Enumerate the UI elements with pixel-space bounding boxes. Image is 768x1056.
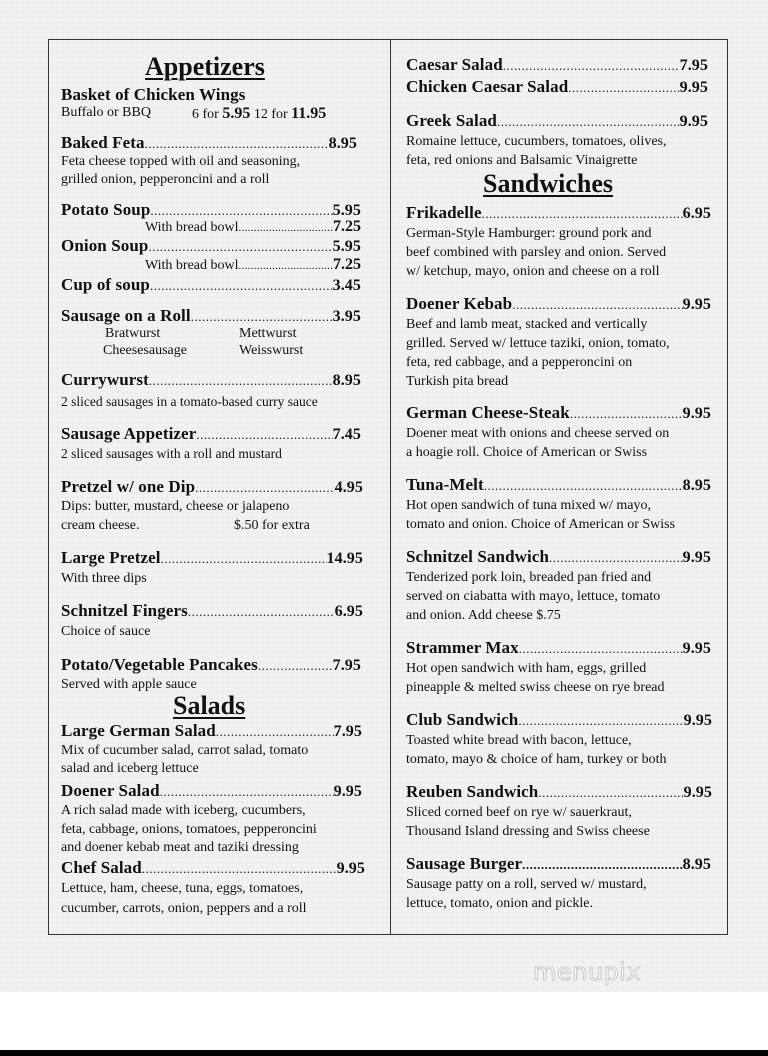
- item-price: 3.95: [332, 308, 361, 325]
- item-desc: $.50 for extra: [234, 518, 310, 533]
- item-name: Club Sandwich: [406, 710, 519, 729]
- item-desc: Served with apple sauce: [61, 677, 197, 692]
- qty-label: 12 for: [253, 107, 288, 122]
- item-desc: beef combined with parsley and onion. Served: [406, 245, 667, 260]
- item-price: 7.25: [333, 218, 361, 235]
- item-desc: German-Style Hamburger: ground pork and: [406, 226, 652, 241]
- item-name: Sausage on a Roll: [61, 306, 191, 325]
- item-desc: Sliced corned beef on rye w/ sauerkraut,: [406, 805, 632, 820]
- item-name: Sausage Burger: [406, 854, 523, 873]
- menu-item-chicken-caesar: [406, 77, 708, 97]
- sausage-option: Mettwurst: [239, 326, 297, 341]
- menu-item-caesar-salad: [406, 55, 708, 75]
- menu-item-chef-salad: [61, 858, 365, 878]
- item-name: Chicken Caesar Salad: [406, 77, 569, 96]
- menu-item-baked-feta: [61, 133, 357, 153]
- sub-item-name: With bread bowl: [145, 220, 239, 235]
- menu-item-sausage-appetizer: [61, 424, 361, 444]
- item-name: Potato Soup: [61, 200, 151, 219]
- item-price: 8.95: [682, 856, 711, 873]
- item-desc: feta, cabbage, onions, tomatoes, pepperoncini: [61, 822, 317, 837]
- item-name: Doener Kebab: [406, 294, 513, 313]
- sub-item-name: With bread bowl: [145, 258, 239, 273]
- item-price: 9.95: [682, 405, 711, 422]
- menu-item-pretzel-dip: [61, 477, 363, 497]
- item-price: 7.95: [332, 657, 361, 674]
- item-desc: cucumber, carrots, onion, peppers and a roll: [61, 901, 307, 916]
- item-desc: grilled. Served w/ lettuce taziki, onion, tomato,: [406, 336, 670, 351]
- item-name: Basket of Chicken Wings: [61, 85, 246, 104]
- wings-6: [192, 105, 326, 123]
- item-desc: 2 sliced sausages with a roll and mustard: [61, 446, 282, 461]
- item-desc: salad and iceberg lettuce: [61, 761, 199, 776]
- item-desc: cream cheese.: [61, 518, 140, 533]
- item-name: Schnitzel Sandwich: [406, 547, 550, 566]
- item-name: Large Pretzel: [61, 548, 161, 567]
- sausage-option: Cheesesausage: [103, 343, 187, 358]
- menu-item-onion-soup: [61, 236, 361, 256]
- item-price: 7.95: [679, 57, 708, 74]
- menu-item-cheese-steak: [406, 403, 711, 423]
- item-price: 9.95: [682, 549, 711, 566]
- item-price: 9.95: [683, 712, 712, 729]
- menu-item-large-pretzel: [61, 548, 363, 568]
- item-price: 14.95: [326, 550, 363, 567]
- item-price: 11.95: [291, 105, 327, 122]
- item-desc: feta, red onions and Balsamic Vinaigrette: [406, 153, 638, 168]
- item-desc: pineapple & melted swiss cheese on rye bread: [406, 680, 665, 695]
- item-desc: Thousand Island dressing and Swiss cheese: [406, 824, 650, 839]
- item-price: 5.95: [332, 238, 361, 255]
- item-desc: tomato, mayo & choice of ham, turkey or both: [406, 752, 667, 767]
- sub-item: [145, 256, 361, 274]
- item-price: 9.95: [336, 860, 365, 877]
- item-desc: and doener kebab meat and taziki dressing: [61, 840, 299, 855]
- item-price: 7.25: [333, 256, 361, 273]
- bottom-margin: [0, 992, 768, 1050]
- item-price: 9.95: [679, 79, 708, 96]
- item-desc: Turkish pita bread: [406, 374, 509, 389]
- menu-item-frikadelle: [406, 203, 711, 223]
- item-desc: Buffalo or BBQ: [61, 105, 151, 120]
- item-desc: Choice of sauce: [61, 624, 151, 639]
- menu-item-doener-kebab: [406, 294, 711, 314]
- item-name: Caesar Salad: [406, 55, 503, 74]
- menu-item-doener-salad: [61, 781, 362, 801]
- item-desc: served on ciabatta with mayo, lettuce, tomato: [406, 589, 661, 604]
- item-price: 9.95: [682, 296, 711, 313]
- item-desc: Feta cheese topped with oil and seasoning,: [61, 154, 301, 169]
- menu-item-reuben: [406, 782, 712, 802]
- item-price: 6.95: [682, 205, 711, 222]
- item-price: 3.45: [332, 277, 361, 294]
- item-price: 9.95: [679, 113, 708, 130]
- item-price: 7.95: [333, 723, 362, 740]
- item-name: Doener Salad: [61, 781, 160, 800]
- menu-item-schnitzel-sandwich: [406, 547, 711, 567]
- item-price: 7.45: [332, 426, 361, 443]
- item-name: Potato/Vegetable Pancakes: [61, 655, 258, 674]
- item-desc: feta, red cabbage, and a pepperoncini on: [406, 355, 633, 370]
- item-name: Sausage Appetizer: [61, 424, 197, 443]
- item-name: Reuben Sandwich: [406, 782, 539, 801]
- menu-item-cup-of-soup: [61, 275, 361, 295]
- menu-item-strammer-max: [406, 638, 711, 658]
- item-name: Onion Soup: [61, 236, 149, 255]
- item-desc: Beef and lamb meat, stacked and vertically: [406, 317, 648, 332]
- item-desc: Toasted white bread with bacon, lettuce,: [406, 733, 632, 748]
- item-desc: Doener meat with onions and cheese served on: [406, 426, 670, 441]
- item-price: 5.95: [222, 105, 251, 122]
- menu-item-currywurst: [61, 370, 361, 390]
- item-desc: A rich salad made with iceberg, cucumbers,: [61, 803, 306, 818]
- item-desc: Tenderized pork loin, breaded pan fried and: [406, 570, 652, 585]
- menu-item-tuna-melt: [406, 475, 711, 495]
- item-desc: grilled onion, pepperoncini and a roll: [61, 172, 270, 187]
- appetizers-heading: Appetizers: [145, 52, 265, 81]
- item-desc: and onion. Add cheese $.75: [406, 608, 561, 623]
- item-name: Strammer Max: [406, 638, 519, 657]
- item-price: 9.95: [683, 784, 712, 801]
- item-name: Greek Salad: [406, 111, 497, 130]
- item-price: 8.95: [328, 135, 357, 152]
- item-desc: Sausage patty on a roll, served w/ mustard,: [406, 877, 647, 892]
- menu-item-schnitzel-fingers: [61, 601, 363, 621]
- item-desc: tomato and onion. Choice of American or Swiss: [406, 517, 676, 532]
- item-name: Currywurst: [61, 370, 149, 389]
- item-price: 9.95: [682, 640, 711, 657]
- salads-heading: Salads: [173, 691, 246, 720]
- item-desc: Mix of cucumber salad, carrot salad, tomato: [61, 743, 309, 758]
- column-divider: [390, 39, 391, 935]
- item-desc: Lettuce, ham, cheese, tuna, eggs, tomatoes,: [61, 881, 304, 896]
- item-desc: w/ ketchup, mayo, onion and cheese on a roll: [406, 264, 660, 279]
- item-name: Schnitzel Fingers: [61, 601, 188, 620]
- menu-item-pancakes: [61, 655, 361, 675]
- item-price: 6.95: [334, 603, 363, 620]
- item-name: Large German Salad: [61, 721, 216, 740]
- sandwiches-heading: Sandwiches: [483, 169, 614, 198]
- menu-item-club-sandwich: [406, 710, 712, 730]
- item-desc: Romaine lettuce, cucumbers, tomatoes, olives,: [406, 134, 667, 149]
- item-price: 5.95: [332, 202, 361, 219]
- item-desc: Dips: butter, mustard, cheese or jalapeno: [61, 499, 290, 514]
- item-desc: 2 sliced sausages in a tomato-based curry sauce: [61, 394, 318, 409]
- item-name: Tuna-Melt: [406, 475, 484, 494]
- item-name: Cup of soup: [61, 275, 150, 294]
- item-price: 4.95: [334, 479, 363, 496]
- watermark-logo: menupix: [533, 958, 642, 986]
- item-name: German Cheese-Steak: [406, 403, 570, 422]
- item-desc: Hot open sandwich with ham, eggs, grilled: [406, 661, 647, 676]
- sausage-option: Weisswurst: [239, 343, 304, 358]
- item-name: Baked Feta: [61, 133, 145, 152]
- menu-item-greek-salad: [406, 111, 708, 131]
- item-price: 9.95: [333, 783, 362, 800]
- item-name: Frikadelle: [406, 203, 482, 222]
- item-price: 8.95: [332, 372, 361, 389]
- wings-prices: [61, 105, 366, 121]
- menu-item-sausage-burger: [406, 854, 711, 874]
- item-price: 8.95: [682, 477, 711, 494]
- item-desc: lettuce, tomato, onion and pickle.: [406, 896, 594, 911]
- item-desc: With three dips: [61, 571, 147, 586]
- item-desc: a hoagie roll. Choice of American or Swiss: [406, 445, 648, 460]
- menu-item-sausage-roll: [61, 306, 361, 326]
- sausage-option: Bratwurst: [105, 326, 161, 341]
- menu-item-potato-soup: [61, 200, 361, 220]
- menu-item-large-german-salad: [61, 721, 362, 741]
- item-name: Pretzel w/ one Dip: [61, 477, 196, 496]
- item-name: Chef Salad: [61, 858, 142, 877]
- sub-item: [145, 218, 361, 236]
- item-desc: Hot open sandwich of tuna mixed w/ mayo,: [406, 498, 651, 513]
- qty-label: 6 for: [192, 107, 219, 122]
